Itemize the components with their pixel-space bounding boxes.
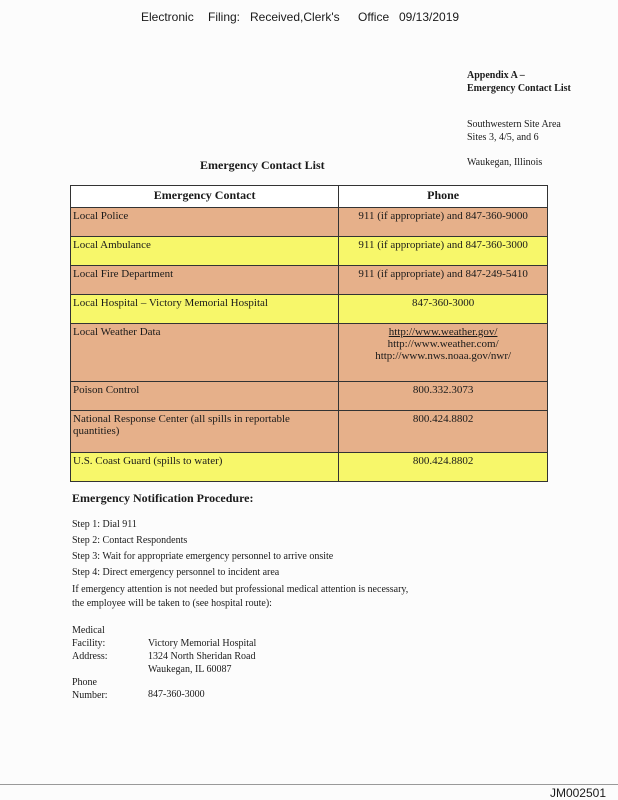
page-title: Emergency Contact List bbox=[200, 158, 325, 172]
phone-cell: 911 (if appropriate) and 847-360-3000 bbox=[339, 237, 548, 266]
contact-cell: National Response Center (all spills in reportable quantities) bbox=[71, 411, 339, 453]
facility-labels: Medical Facility: Address: bbox=[72, 625, 108, 662]
weather-link-1[interactable]: http://www.weather.gov/ bbox=[388, 326, 498, 338]
table-row bbox=[71, 208, 548, 237]
location: Waukegan, Illinois bbox=[467, 157, 543, 168]
facility-name: Victory Memorial Hospital bbox=[148, 638, 257, 649]
facility-phone: 847-360-3000 bbox=[148, 689, 205, 700]
table-row bbox=[71, 411, 548, 453]
table-row bbox=[71, 237, 548, 266]
phone-labels: Phone Number: bbox=[72, 677, 108, 701]
contact-cell: Local Ambulance bbox=[71, 237, 339, 266]
phone-cell: 800.424.8802 bbox=[339, 453, 548, 482]
header-office: Office bbox=[358, 10, 390, 24]
facility-city: Waukegan, IL 60087 bbox=[148, 664, 232, 675]
contact-cell: Poison Control bbox=[71, 382, 339, 411]
header-date: 09/13/2019 bbox=[399, 10, 460, 24]
phone-cell bbox=[339, 324, 548, 382]
table-row bbox=[71, 382, 548, 411]
facility-address bbox=[148, 637, 256, 676]
header-received: Received,Clerk's bbox=[250, 10, 340, 24]
column-header-phone: Phone bbox=[339, 186, 548, 208]
contact-table bbox=[70, 185, 548, 482]
site-info: Southwestern Site Area Sites 3, 4/5, and 6 bbox=[467, 119, 561, 143]
table-row bbox=[71, 266, 548, 295]
contact-cell: Local Fire Department bbox=[71, 266, 339, 295]
facility-street: 1324 North Sheridan Road bbox=[148, 651, 256, 662]
table-row bbox=[71, 324, 548, 382]
contact-cell: Local Weather Data bbox=[71, 324, 339, 382]
contact-cell: Local Hospital – Victory Memorial Hospital bbox=[71, 295, 339, 324]
procedure-note-1: If emergency attention is not needed but professional medical attention is necessary, bbox=[72, 584, 409, 595]
weather-link-2: http://www.weather.com/ bbox=[387, 338, 499, 350]
step-2: Step 2: Contact Respondents bbox=[72, 535, 188, 546]
phone-cell: 800.424.8802 bbox=[339, 411, 548, 453]
footer-divider bbox=[0, 784, 618, 785]
appendix-title: Appendix A – Emergency Contact List bbox=[467, 70, 571, 94]
phone-cell: 847-360-3000 bbox=[339, 295, 548, 324]
procedure-heading: Emergency Notification Procedure: bbox=[72, 491, 254, 505]
header-filing: Filing: bbox=[208, 10, 241, 24]
weather-link-3: http://www.nws.noaa.gov/nwr/ bbox=[375, 350, 512, 362]
contact-cell: Local Police bbox=[71, 208, 339, 237]
step-4: Step 4: Direct emergency personnel to incident area bbox=[72, 567, 280, 578]
phone-cell: 911 (if appropriate) and 847-360-9000 bbox=[339, 208, 548, 237]
column-header-contact: Emergency Contact bbox=[71, 186, 339, 208]
header-electronic: Electronic bbox=[141, 10, 194, 24]
document-id: JM002501 bbox=[549, 786, 606, 800]
procedure-note-2: the employee will be taken to (see hospital route): bbox=[72, 598, 272, 609]
step-1: Step 1: Dial 911 bbox=[72, 519, 137, 530]
contact-cell: U.S. Coast Guard (spills to water) bbox=[71, 453, 339, 482]
table-row bbox=[71, 295, 548, 324]
step-3: Step 3: Wait for appropriate emergency personnel to arrive onsite bbox=[72, 551, 334, 562]
phone-cell: 911 (if appropriate) and 847-249-5410 bbox=[339, 266, 548, 295]
table-row bbox=[71, 453, 548, 482]
phone-cell: 800.332.3073 bbox=[339, 382, 548, 411]
